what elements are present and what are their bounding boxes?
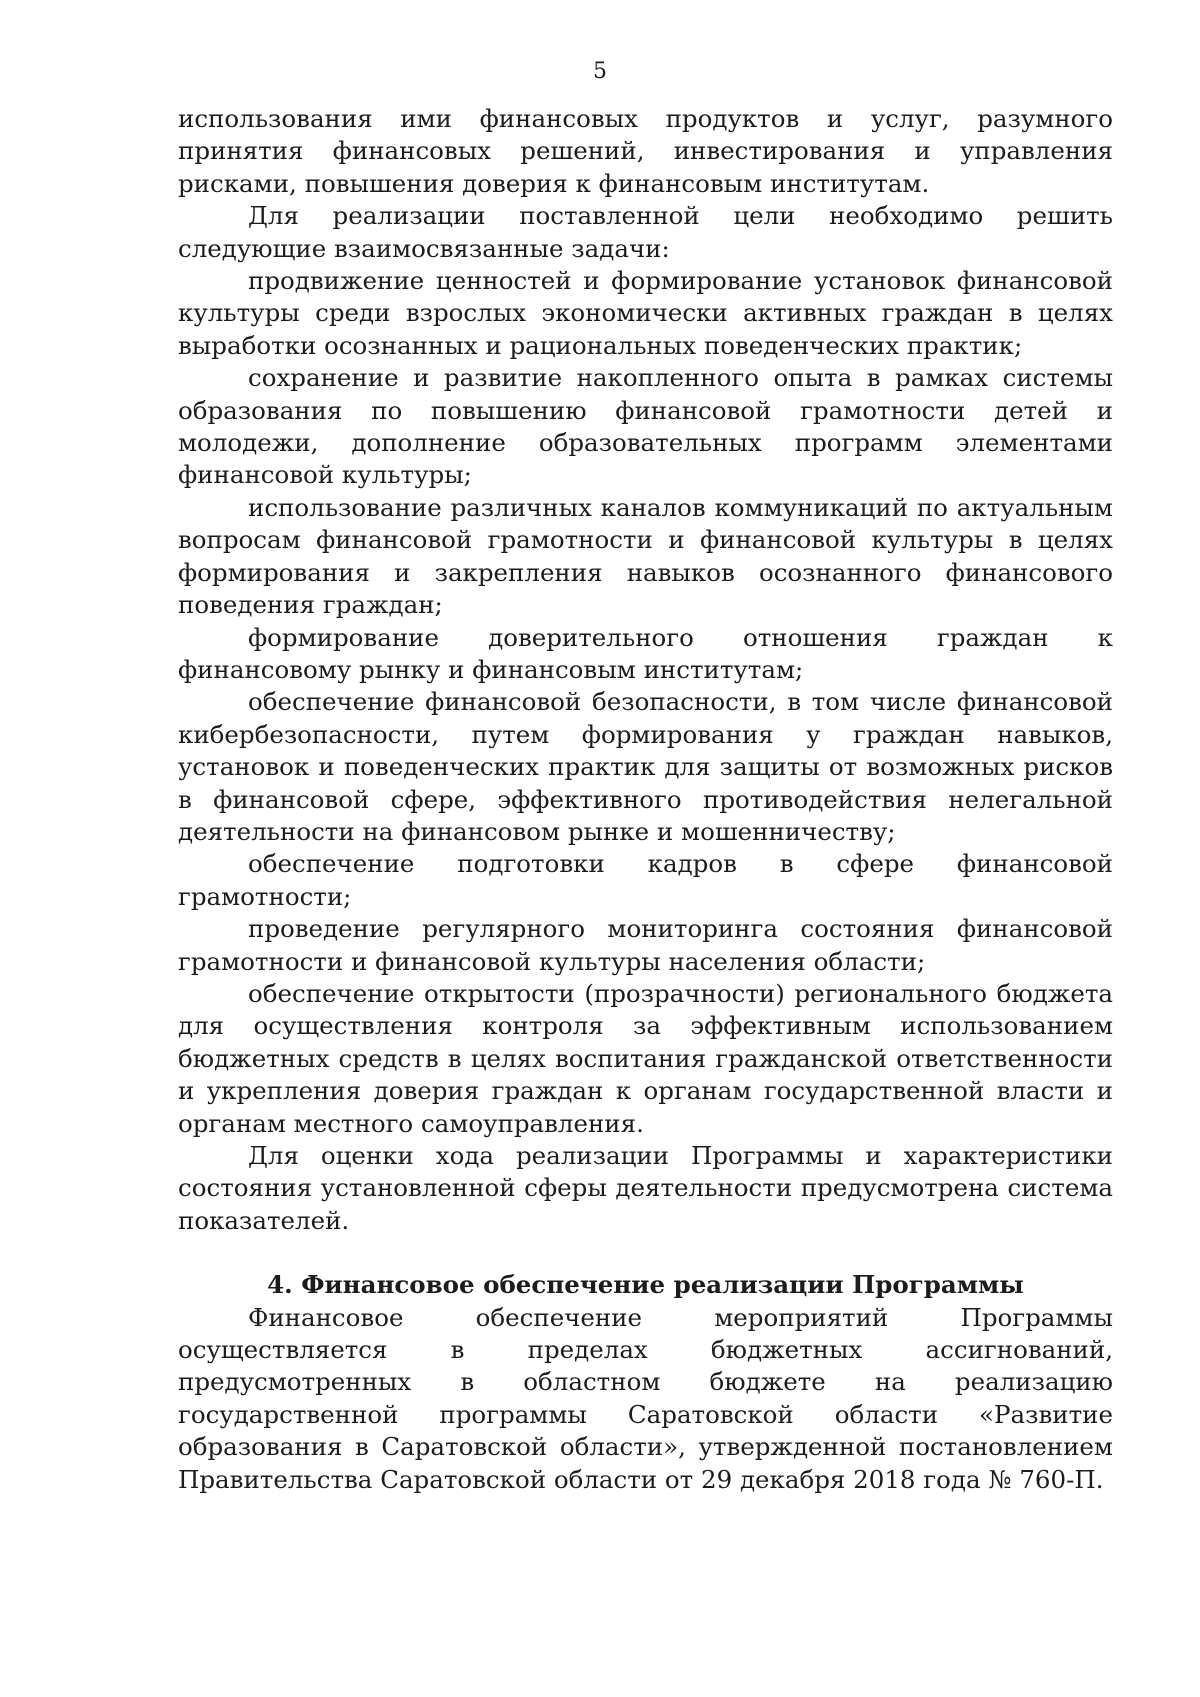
task-item: использование различных каналов коммуникаций по актуальным вопросам финансовой грамотности и финансовой культуры в целях формирования и закрепления навыков осознанного финансового поведения граждан;: [178, 492, 1113, 620]
paragraph-indicators: Для оценки хода реализации Программы и характеристики состояния установленной сферы деятельности предусмотрена система показателей.: [178, 1141, 1113, 1235]
section-4-paragraph: Финансовое обеспечение мероприятий Программы осуществляется в пределах бюджетных ассигнований, предусмотренных в областном бюджете на реализацию государственной программы Саратовской области «Развитие образования в Саратовской области», утвержденной постановлением Правительства Саратовской области от 29 декабря 2018 года № 760-П.: [178, 1302, 1113, 1494]
section-4-title: 4. Финансовое обеспечение реализации Программы: [267, 1270, 1024, 1300]
task-item: формирование доверительного отношения граждан к финансовому рынку и финансовым институтам;: [178, 622, 1113, 684]
document-body: [178, 103, 1113, 1496]
task-item: проведение регулярного мониторинга состояния финансовой грамотности и финансовой культуры населения области;: [178, 914, 1113, 976]
task-item: продвижение ценностей и формирование установок финансовой культуры среди взрослых экономически активных граждан в целях выработки осознанных и рациональных поведенческих практик;: [178, 266, 1113, 360]
task-item: обеспечение подготовки кадров в сфере финансовой грамотности;: [178, 849, 1113, 911]
task-item: обеспечение открытости (прозрачности) регионального бюджета для осуществления контроля за эффективным использованием бюджетных средств в целях воспитания гражданской ответственности и укрепления доверия граждан к органам государственной власти и органам местного самоуправления.: [178, 978, 1113, 1138]
task-item: сохранение и развитие накопленного опыта в рамках системы образования по повышению финансовой грамотности детей и молодежи, дополнение образовательных программ элементами финансовой культуры;: [178, 363, 1113, 490]
paragraph-tasks-intro: Для реализации поставленной цели необходимо решить следующие взаимосвязанные задачи:: [178, 201, 1113, 263]
task-item: обеспечение финансовой безопасности, в том числе финансовой кибербезопасности, путем формирования у граждан навыков, установок и поведенческих практик для защиты от возможных рисков в финансовой сфере, эффективного противодействия нелегальной деятельности на финансовом рынке и мошенничеству;: [178, 687, 1113, 846]
page-number: 5: [593, 59, 607, 84]
paragraph-continuation: использования ими финансовых продуктов и услуг, разумного принятия финансовых решений, инвестирования и управления рисками, повышения доверия к финансовым институтам.: [178, 104, 1113, 198]
